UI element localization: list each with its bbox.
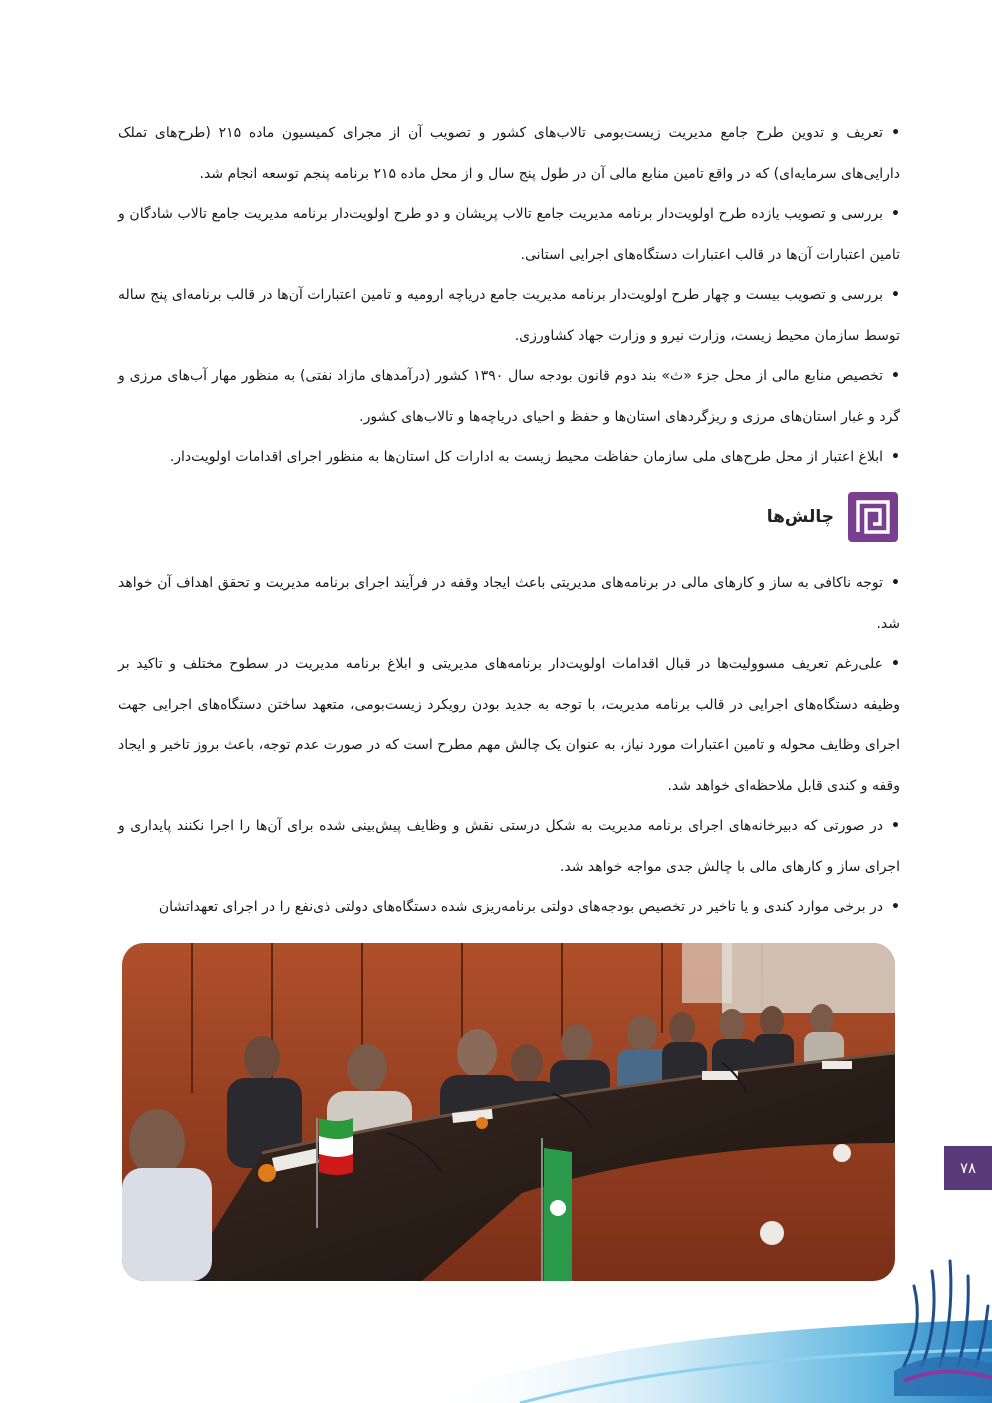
page-number: ۷۸ [944, 1146, 992, 1190]
meeting-photo [122, 943, 895, 1281]
list-item: • بررسی و تصویب یازده طرح اولویت‌دار برنامه مدیریت جامع تالاب پریشان و دو طرح اولویت‌دار برنامه مدیریت جامع تالاب شادگان و تامین اعتبارات آن‌ها در قالب اعتبارات دستگاه‌های اجرایی استانی. [118, 194, 900, 275]
list-item: • تخصیص منابع مالی از محل جزء «ث» بند دوم قانون بودجه سال ۱۳۹۰ کشور (درآمدهای مازاد نفتی) به منظور مهار آب‌های مرزی و گرد و غبار استان‌های مرزی و ریزگردهای استان‌ها و حفظ و احیای دریاچه‌ها و تالاب‌های کشور. [118, 356, 900, 437]
greek-key-icon [848, 492, 898, 542]
challenges-heading [767, 492, 898, 542]
decorative-wave [0, 1290, 992, 1403]
list-item: • ابلاغ اعتبار از محل طرح‌های ملی سازمان حفاظت محیط زیست به ادارات کل استان‌ها به منظور اجرای اقدامات اولویت‌دار. [118, 437, 900, 478]
wetland-logo-icon [884, 1246, 992, 1396]
actions-list [118, 113, 900, 478]
list-item: • در صورتی که دبیرخانه‌های اجرای برنامه مدیریت به شکل درستی نقش و وظایف پیش‌بینی شده برای آن‌ها را اجرا نکنند پایداری و اجرای ساز و کارهای مالی با چالش جدی مواجه خواهد شد. [118, 806, 900, 887]
list-item: • تعریف و تدوین طرح جامع مدیریت زیست‌بومی تالاب‌های کشور و تصویب آن از مجرای کمیسیون ماده ۲۱۵ (طرح‌های تملک دارایی‌های سرمایه‌ای) که در واقع تامین منابع مالی آن در طول پنج سال و از محل ماده ۲۱۵ برنامه پنجم توسعه انجام شد. [118, 113, 900, 194]
list-item: • علی‌رغم تعریف مسوولیت‌ها در قبال اقدامات اولویت‌دار برنامه‌های مدیریتی و ابلاغ برنامه مدیریت در سطوح مختلف و تاکید بر وظیفه دستگاه‌های اجرایی در قالب برنامه مدیریت، با توجه به جدید بودن رویکرد زیست‌بومی، متعهد ساختن دستگاه‌های اجرایی جهت اجرای وظایف محوله و تامین اعتبارات مورد نیاز، به عنوان یک چالش مهم مطرح است که در صورت عدم توجه، باعث بروز تاخیر و ایجاد وقفه و کندی قابل ملاحظه‌ای خواهد شد. [118, 644, 900, 806]
list-item: • بررسی و تصویب بیست و چهار طرح اولویت‌دار برنامه مدیریت جامع دریاچه ارومیه و تامین اعتبارات آن‌ها در قالب برنامه‌ای پنج ساله توسط سازمان محیط زیست، وزارت نیرو و وزارت جهاد کشاورزی. [118, 275, 900, 356]
list-item: • توجه ناکافی به ساز و کارهای مالی در برنامه‌های مدیریتی باعث ایجاد وقفه در فرآیند اجرای برنامه مدیریت و تحقق اهداف آن خواهد شد. [118, 563, 900, 644]
challenges-list [118, 563, 900, 928]
list-item: • در برخی موارد کندی و یا تاخیر در تخصیص بودجه‌های دولتی برنامه‌ریزی شده دستگاه‌های دولتی ذی‌نفع را در اجرای تعهداتشان [118, 887, 900, 928]
section-title: چالش‌ها [766, 507, 834, 527]
